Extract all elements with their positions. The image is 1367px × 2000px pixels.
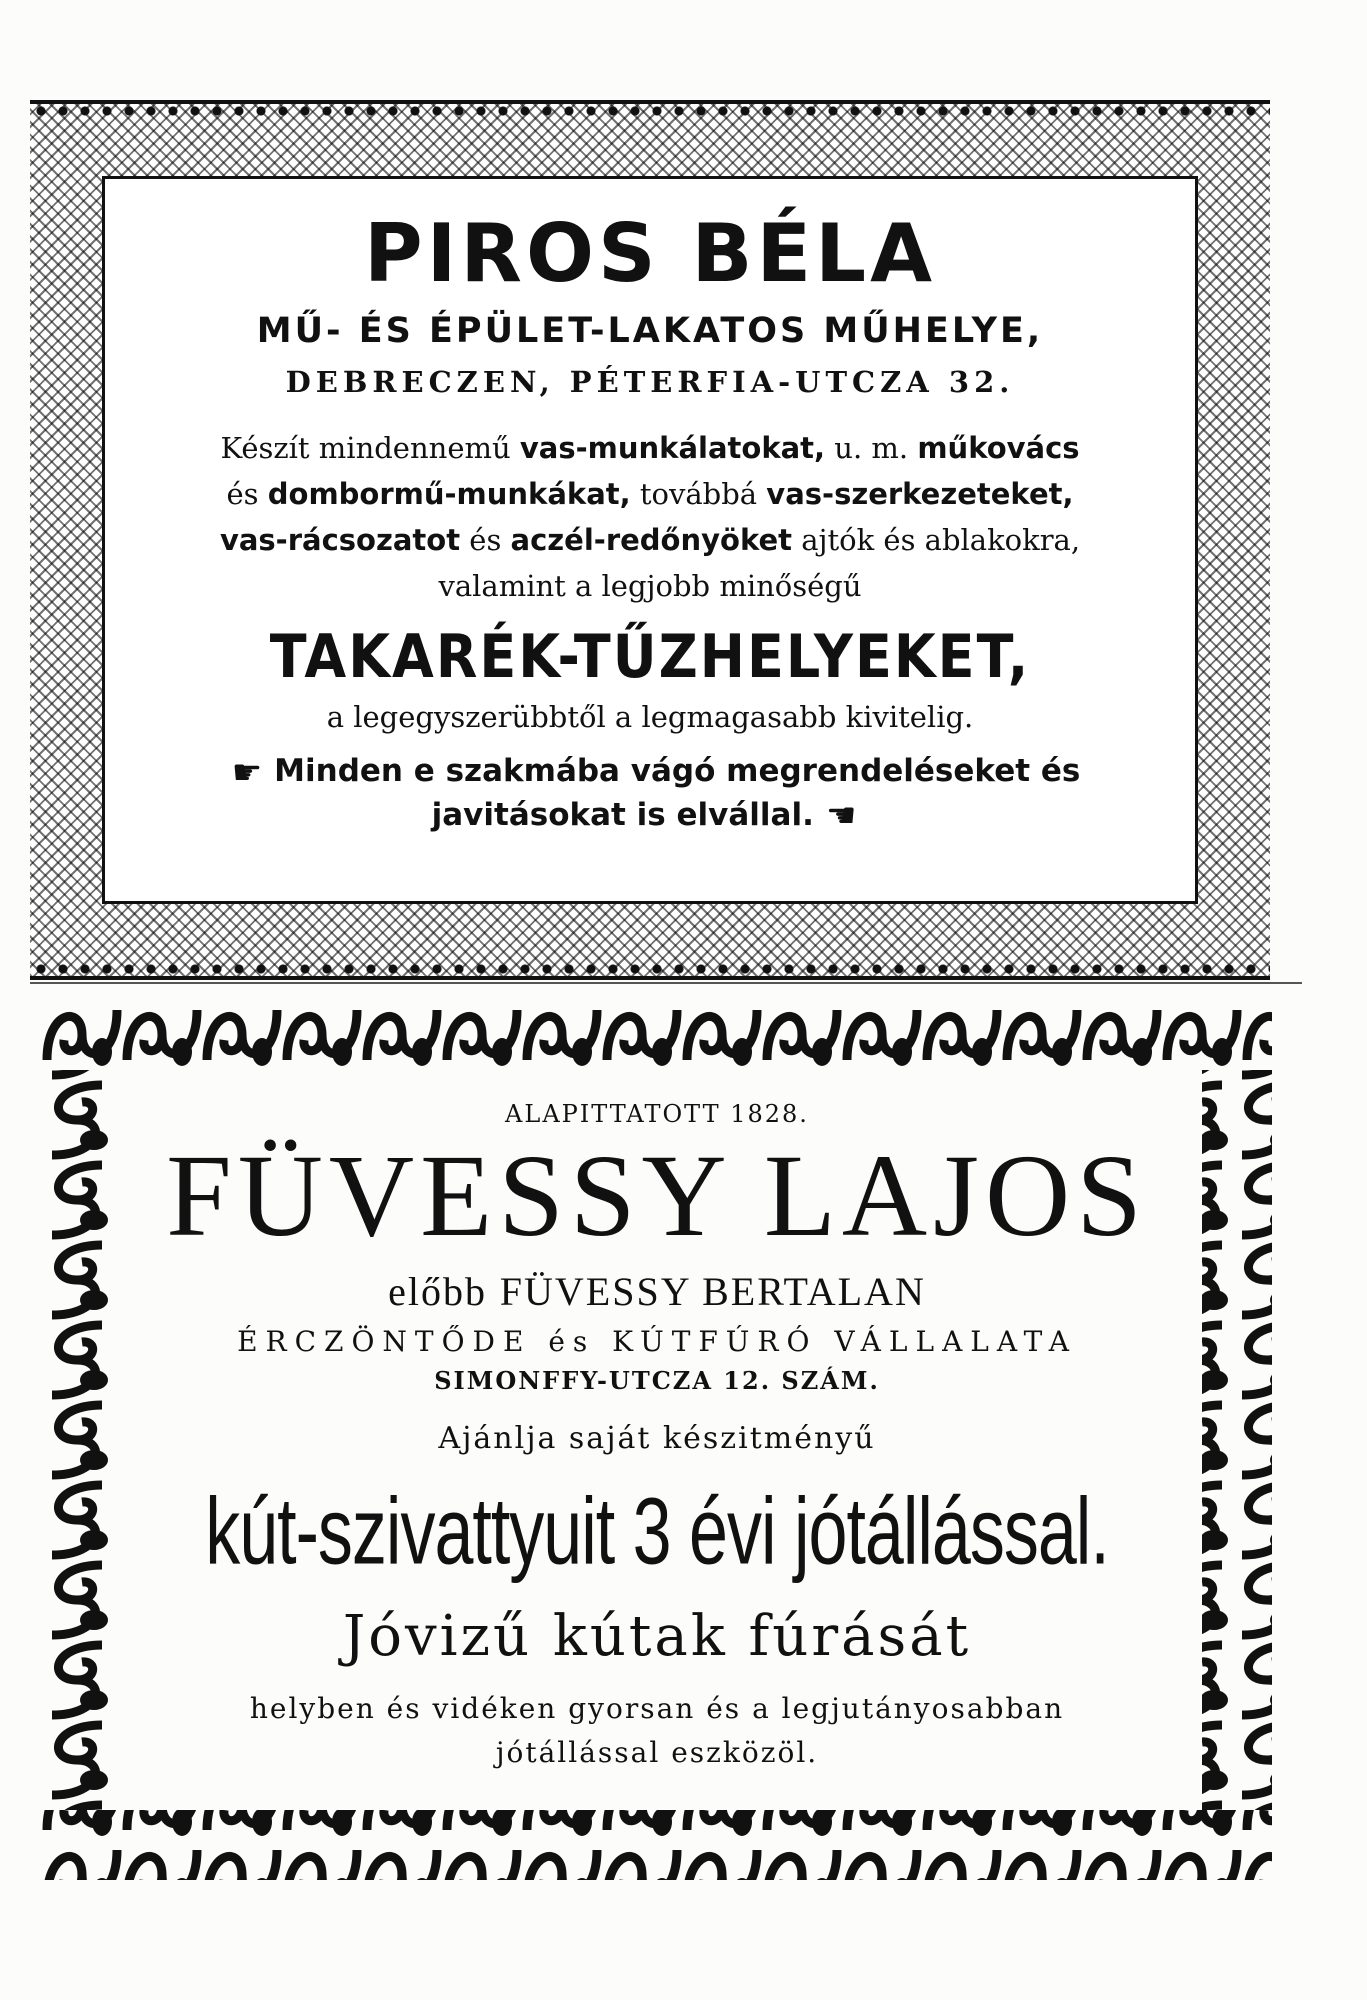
desc-bold: műkovács — [917, 431, 1080, 465]
ad-subtitle: MŰ- ÉS ÉPÜLET-LAKATOS MŰHELYE, — [256, 311, 1044, 351]
ad-notice — [105, 750, 1195, 837]
ad-product-headline: TAKARÉK-TŰZHELYEKET, — [269, 621, 1031, 692]
previous-name: FÜVESSY BERTALAN — [499, 1269, 926, 1314]
ad-fuvessy-content — [122, 1100, 1192, 1775]
ad-description — [105, 425, 1195, 609]
pointing-hand-icon: ☛ — [825, 796, 857, 836]
ad-fuvessy-lajos — [42, 1000, 1272, 1880]
service-text: helyben és vidéken gyorsan és a legjutányosabban — [249, 1692, 1065, 1725]
lace-border-top — [30, 100, 1270, 122]
desc-bold: vas-rácsozatot — [219, 523, 461, 557]
desc-text: és — [226, 477, 268, 511]
previous-owner — [122, 1268, 1192, 1315]
ad-piros-bela-panel — [102, 176, 1198, 904]
ad-address: SIMONFFY-UTCZA 12. SZÁM. — [434, 1366, 880, 1395]
desc-bold: aczél-redőnyöket — [510, 523, 792, 557]
scroll-border-bottom — [42, 1810, 1272, 1880]
service-line — [122, 1687, 1192, 1775]
desc-text: Készít mindennemű — [220, 431, 520, 465]
desc-text: továbbá — [630, 477, 767, 511]
recommends-line: Ajánlja saját készitményű — [438, 1421, 876, 1456]
scroll-border-top — [42, 1000, 1272, 1070]
ad-product-headline: kút-szivattyuit 3 évi jótállással. — [205, 1478, 1109, 1584]
desc-text: valamint a legjobb minőségű — [438, 569, 862, 603]
previous-prefix: előbb — [388, 1269, 488, 1314]
service-text: jótállással eszközöl. — [495, 1736, 819, 1769]
ad-piros-bela — [30, 100, 1270, 980]
wells-headline: Jóvizű kútak fúrását — [342, 1604, 972, 1669]
desc-bold: vas-munkálatokat, — [519, 431, 826, 465]
notice-line: Minden e szakmába vágó megrendeléseket és — [274, 753, 1081, 789]
established-line: ALAPITTATOTT 1828. — [505, 1100, 809, 1128]
lace-border-bottom — [30, 958, 1270, 980]
scroll-border-left — [42, 1070, 112, 1810]
ad-title: PIROS BÉLA — [364, 207, 936, 300]
trade-line: ÉRCZÖNTŐDE és KÚTFÚRÓ VÁLLALATA — [237, 1325, 1077, 1358]
desc-text: és — [460, 523, 511, 557]
desc-text: ajtók és ablakokra, — [792, 523, 1081, 557]
notice-line: javitásokat is elvállal. — [431, 796, 814, 833]
desc-text: u. m. — [825, 431, 918, 465]
ad-title: FÜVESSY LAJOS — [166, 1130, 1148, 1261]
desc-bold: dombormű-munkákat, — [267, 477, 631, 511]
pointing-hand-icon: ☛ — [231, 752, 263, 793]
ad-address: DEBRECZEN, PÉTERFIA-UTCZA 32. — [285, 365, 1015, 399]
desc-bold: vas-szerkezeteket, — [766, 477, 1074, 511]
ad-range: a legegyszerübbtől a legmagasabb kivitelig. — [326, 700, 974, 734]
scroll-border-right — [1202, 1070, 1272, 1810]
divider-rule — [30, 982, 1302, 984]
